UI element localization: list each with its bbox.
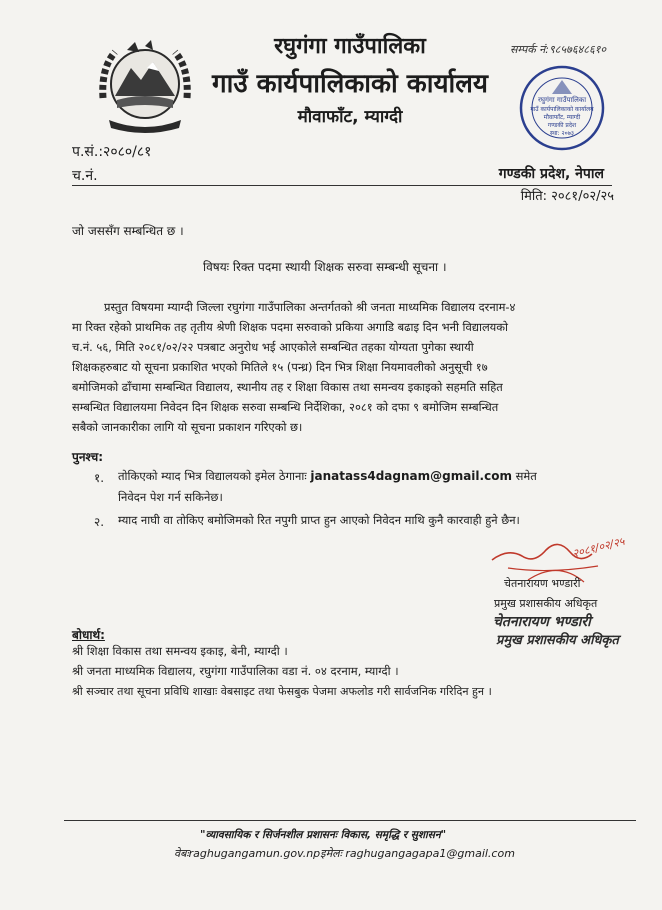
footer-email-link[interactable]: इमेलः raghugangagapa1@gmail.com bbox=[320, 847, 515, 860]
postscript-item-1-text: तोकिएको म्याद भित्र विद्यालयको इमेल ठेगानाः bbox=[118, 469, 307, 483]
title-stamp: प्रमुख प्रशासकीय अधिकृत bbox=[496, 633, 619, 648]
postscript-item-2: म्याद नाघी वा तोकिए बमोजिमको रित नपुगी प्राप्त हुन आएको निवेदन माथि कुनै कारवाही हुने छैन। bbox=[118, 513, 520, 527]
subject: विषयः रिक्त पदमा स्थायी शिक्षक सरुवा सम्बन्धी सूचना । bbox=[203, 260, 447, 274]
footer-motto: "व्यावसायिक र सिर्जनशील प्रशासनः विकास, समृद्धि र सुशासन" bbox=[200, 829, 447, 841]
footer-divider bbox=[64, 820, 636, 821]
body-line: मा रिक्त रहेको प्राथमिक तह तृतीय श्रेणी शिक्षक पदमा सरुवाको प्रकिया अगाडि बढाइ दिन भनी विद्यालयको bbox=[72, 320, 508, 334]
body-line: सबैको जानकारीका लागि यो सूचना प्रकाशन गरिएको छ। bbox=[72, 420, 303, 434]
nepal-emblem bbox=[95, 38, 195, 138]
seal-line-3: मौवाफाँट, म्याग्दी bbox=[543, 114, 581, 121]
office-name: गाउँ कार्यपालिकाको कार्यालय bbox=[212, 69, 488, 99]
signatory-title: प्रमुख प्रशासकीय अधिकृत bbox=[494, 597, 598, 610]
addressee: जो जससँग सम्बन्धित छ । bbox=[72, 224, 184, 238]
name-stamp: चेतनारायण भण्डारी bbox=[493, 614, 591, 630]
school-email: janatass4dagnam@gmail.com bbox=[310, 469, 512, 483]
body-line: शिक्षकहरुबाट यो सूचना प्रकाशित भएको मितिले १५ (पन्ध्र) दिन भित्र शिक्षा नियमावलीको अनुसूची १७ bbox=[72, 360, 488, 374]
chalani-number: च.नं. bbox=[72, 168, 98, 184]
seal-line-5: स्था: २०७३ bbox=[549, 130, 575, 137]
org-name: रघुगंगा गाउँपालिका bbox=[274, 34, 426, 59]
website-link[interactable]: वेबःraghugangamun.gov.np bbox=[174, 847, 321, 860]
cc-line: श्री शिक्षा विकास तथा समन्वय इकाइ, बेनी, म्याग्दी । bbox=[72, 644, 288, 658]
seal-line-1: रघुगंगा गाउँपालिका bbox=[537, 96, 587, 104]
postscript-item-2-number: २. bbox=[94, 515, 105, 529]
postscript-item-1-number: १. bbox=[94, 471, 105, 485]
postscript-item-1-suffix: समेत bbox=[515, 469, 537, 483]
footer-contact bbox=[174, 846, 515, 861]
signature-date: २०८१/०२/२५ bbox=[571, 534, 626, 561]
contact-number: सम्पर्क नं:९८५७६४८६१० bbox=[510, 43, 607, 56]
postscript-item-1-line-2: निवेदन पेश गर्न सकिनेछ। bbox=[118, 490, 223, 504]
seal-line-4: गण्डकी प्रदेश bbox=[547, 122, 577, 129]
body-paragraph bbox=[72, 297, 617, 437]
letter-date: मिति: २०८१/०२/२५ bbox=[520, 189, 614, 204]
cc-heading: बोधार्थ: bbox=[72, 628, 105, 642]
office-seal bbox=[518, 64, 606, 152]
province: गण्डकी प्रदेश, नेपाल bbox=[498, 166, 604, 182]
body-line: च.नं. ५६, मिति २०८१/०२/२२ पत्रबाट अनुरोध भई आएकोले सम्बन्धित तहका योग्यता पुगेका स्थायी bbox=[72, 340, 474, 354]
body-line: प्रस्तुत विषयमा म्याग्दी जिल्ला रघुगंगा गाउँपालिका अन्तर्गतको श्री जनता माध्यमिक विद्यालय दरनाम-४ bbox=[104, 300, 516, 314]
signatory-name: चेतनारायण भण्डारी bbox=[504, 577, 581, 590]
body-line: बमोजिमको ढाँचामा सम्बन्धित विद्यालय, स्थानीय तह र शिक्षा विकास तथा समन्वय इकाइको सहमति सहित bbox=[72, 380, 503, 394]
cc-line: श्री जनता माध्यमिक विद्यालय, रघुगंगा गाउँपालिका वडा नं. ०४ दरनाम, म्याग्दी । bbox=[72, 664, 399, 678]
cc-line: श्री सञ्चार तथा सूचना प्रविधि शाखाः वेबसाइट तथा फेसबुक पेजमा अफलोड गरी सार्वजनिक गरिदिन हुन । bbox=[72, 685, 492, 698]
body-line: सम्बन्धित विद्यालयमा निवेदन दिन शिक्षक सरुवा सम्बन्धि निर्देशिका, २०८१ को दफा ९ बमोजिम सम्बन्धित bbox=[72, 400, 499, 414]
seal-line-2: गाउँ कार्यपालिकाको कार्यालय bbox=[530, 106, 594, 113]
office-address: मौवाफाँट, म्याग्दी bbox=[297, 107, 403, 127]
patra-sankhya: प.सं.:२०८०/८१ bbox=[72, 144, 152, 160]
postscript-heading: पुनश्च: bbox=[72, 450, 103, 464]
postscript-item-1 bbox=[118, 469, 537, 484]
